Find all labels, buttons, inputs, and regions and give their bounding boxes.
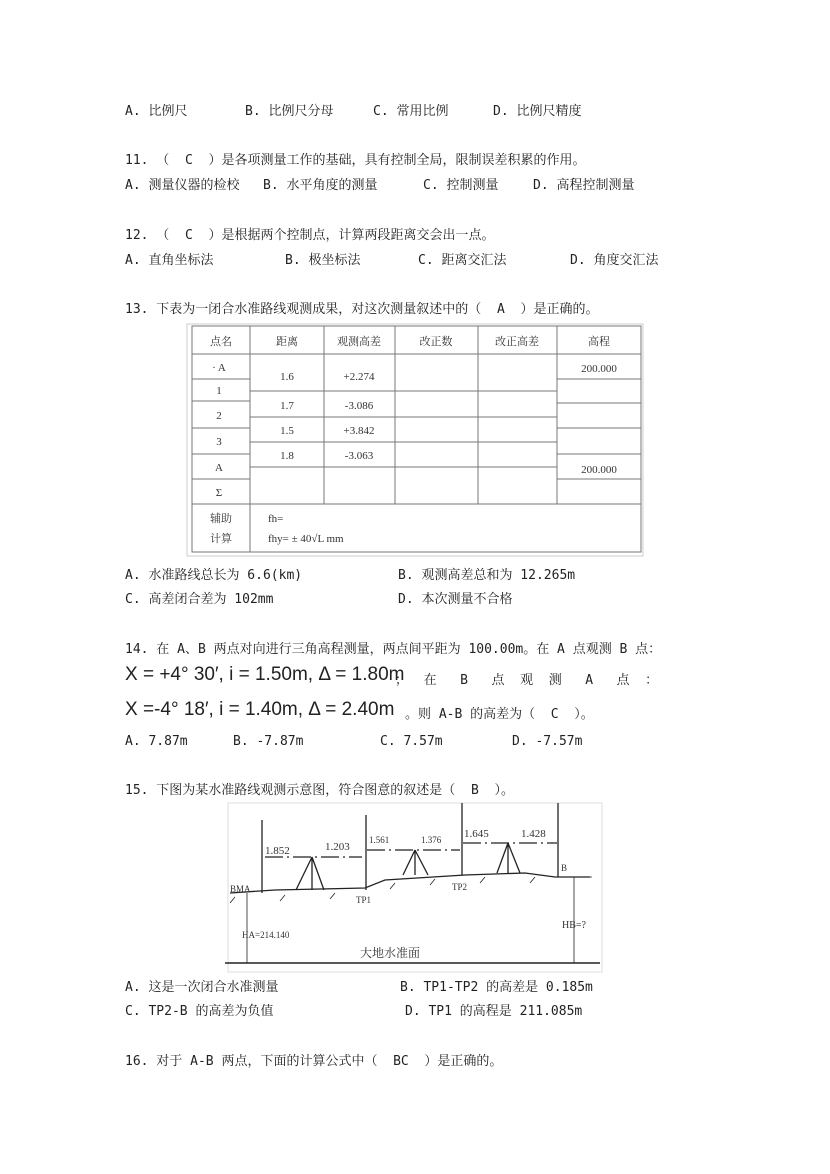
observed-diff: -3.086 xyxy=(344,400,374,412)
q11-option-a: A. 测量仪器的检校 xyxy=(125,178,240,193)
header-observed-diff: 观测高差 xyxy=(337,336,381,348)
elevation-end: 200.000 xyxy=(581,464,617,476)
q15-option-d: D. TP1 的高程是 211.085m xyxy=(405,1004,583,1019)
q10-option-d: D. 比例尺精度 xyxy=(493,104,582,119)
distance: 1.6 xyxy=(280,371,294,383)
point: Σ xyxy=(215,487,223,499)
q15-option-a: A. 这是一次闭合水准测量 xyxy=(125,980,279,995)
label-ha: HA=214.140 xyxy=(242,930,290,940)
q14-option-b: B. -7.87m xyxy=(233,734,304,749)
q11-option-c: C. 控制测量 xyxy=(423,178,499,193)
q13-option-a: A. 水准路线总长为 6.6(km) xyxy=(125,568,303,583)
distance: 1.5 xyxy=(280,425,294,437)
reading: 1.852 xyxy=(265,845,290,857)
q15-stem: 15. 下图为某水准路线观测示意图，符合图意的叙述是（ B ）。 xyxy=(125,783,514,798)
point: A xyxy=(215,462,223,474)
q10-option-c: C. 常用比例 xyxy=(373,104,449,119)
q14-formula-a: X = +4° 30′, i = 1.50m, Δ = 1.80m xyxy=(125,664,405,685)
header-distance: 距离 xyxy=(276,336,298,348)
q11-option-d: D. 高程控制测量 xyxy=(533,178,635,193)
header-point: 点名 xyxy=(210,336,232,348)
q10-option-a: A. 比例尺 xyxy=(125,104,188,119)
point: 3 xyxy=(216,436,222,448)
observed-diff: -3.063 xyxy=(344,450,374,462)
q14-option-c: C. 7.57m xyxy=(380,734,443,749)
q12-option-a: A. 直角坐标法 xyxy=(125,253,214,268)
label-tp2: TP2 xyxy=(452,882,468,892)
q10-option-b: B. 比例尺分母 xyxy=(245,104,334,119)
q14-stem: 14. 在 A、B 两点对向进行三角高程测量，两点间平距为 100.00m。在 A 点观测 B 点： xyxy=(125,642,662,657)
reading: 1.561 xyxy=(369,835,390,845)
reading: 1.645 xyxy=(464,828,489,840)
q16-stem: 16. 对于 A-B 两点，下面的计算公式中（ BC ）是正确的。 xyxy=(125,1054,503,1069)
header-elevation: 高程 xyxy=(588,336,610,348)
reading: 1.376 xyxy=(421,835,442,845)
q13-option-d: D. 本次测量不合格 xyxy=(398,592,513,607)
q14-option-d: D. -7.57m xyxy=(512,734,583,749)
q15-option-b: B. TP1-TP2 的高差是 0.185m xyxy=(400,980,593,995)
label-hb: HB=? xyxy=(562,920,586,931)
reading: 1.428 xyxy=(521,828,546,840)
q14-tail: 。则 A-B 的高差为（ C ）。 xyxy=(405,707,594,722)
aux-fhy: fhy= ± 40√L mm xyxy=(268,533,344,545)
reading: 1.203 xyxy=(325,841,350,853)
leveling-diagram xyxy=(225,800,605,975)
observed-diff: +2.274 xyxy=(343,371,375,383)
q11-option-b: B. 水平角度的测量 xyxy=(263,178,378,193)
observed-diff: +3.842 xyxy=(343,425,375,437)
point: 1 xyxy=(216,385,222,397)
q13-stem: 13. 下表为一闭合水准路线观测成果，对这次测量叙述中的（ A ）是正确的。 xyxy=(125,302,599,317)
q14-formula-b: X =-4° 18′, i = 1.40m, Δ = 2.40m xyxy=(125,699,395,720)
aux-fh: fh= xyxy=(268,513,284,525)
level-table xyxy=(185,322,645,558)
label-bma: BMA xyxy=(230,884,251,894)
q14-mid: ； 在 B 点 观 测 A 点 ： xyxy=(395,673,659,688)
distance: 1.7 xyxy=(280,400,294,412)
header-correction: 改正数 xyxy=(419,336,453,348)
distance: 1.8 xyxy=(280,450,294,462)
header-corrected-diff: 改正高差 xyxy=(495,336,539,348)
label-b: B xyxy=(561,863,568,873)
q12-stem: 12. （ C ）是根据两个控制点，计算两段距离交会出一点。 xyxy=(125,228,495,243)
q13-option-c: C. 高差闭合差为 102mm xyxy=(125,592,274,607)
q12-option-d: D. 角度交汇法 xyxy=(570,253,659,268)
q11-stem: 11. （ C ）是各项测量工作的基础，具有控制全局，限制误差积累的作用。 xyxy=(125,153,586,168)
elevation-start: 200.000 xyxy=(581,363,617,375)
q15-option-c: C. TP2-B 的高差为负值 xyxy=(125,1004,274,1019)
point: 2 xyxy=(216,410,222,422)
q14-option-a: A. 7.87m xyxy=(125,734,188,749)
label-tp1: TP1 xyxy=(356,895,372,905)
q12-option-b: B. 极坐标法 xyxy=(285,253,361,268)
q12-option-c: C. 距离交汇法 xyxy=(418,253,507,268)
aux-label: 辅助 xyxy=(210,513,232,525)
aux-label: 计算 xyxy=(210,533,232,545)
point: · A xyxy=(212,362,226,374)
q13-option-b: B. 观测高差总和为 12.265m xyxy=(398,568,576,583)
label-datum: 大地水准面 xyxy=(360,946,421,960)
